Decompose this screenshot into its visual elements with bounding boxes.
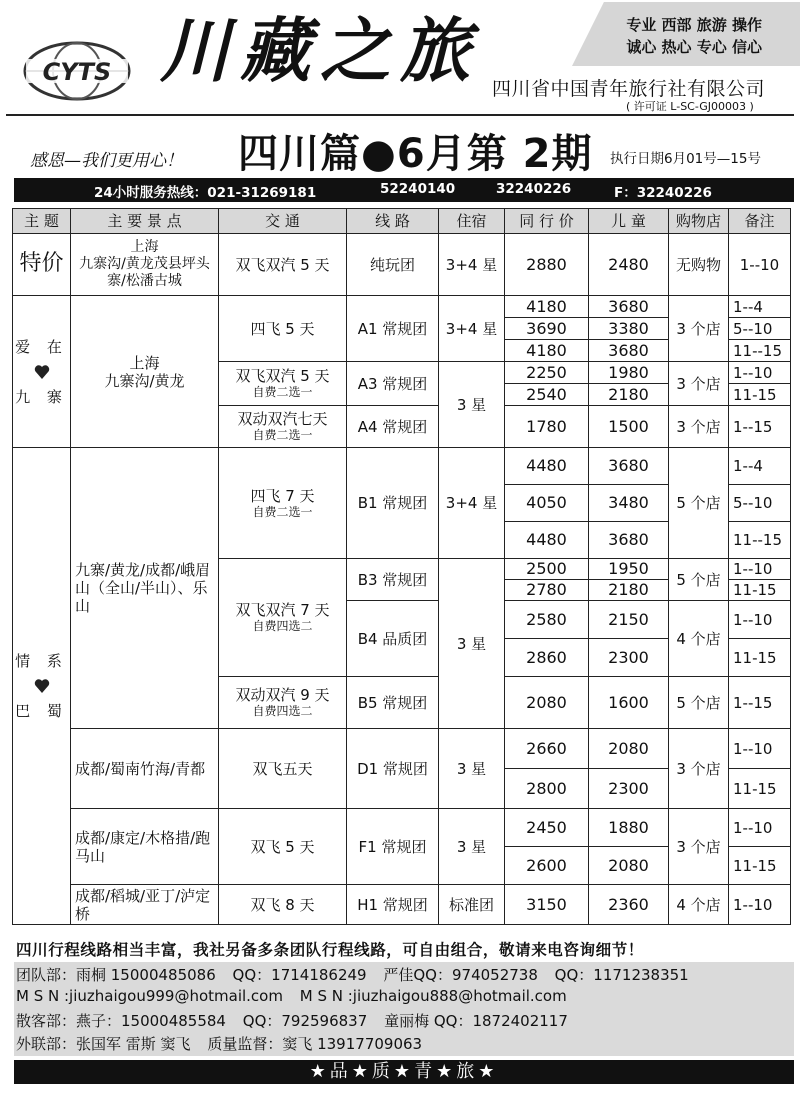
msn-1: M S N :jiuzhaigou999@hotmail.com — [16, 987, 283, 1005]
footer-note: 四川行程线路相当丰富，我社另备多条团队行程线路，可自由组合，敬请来电咨询细节！ — [16, 941, 644, 959]
transport-cell — [219, 362, 347, 406]
sights-cell: 成都/康定/木格措/跑马山 — [71, 809, 219, 885]
contact-line-msn — [16, 987, 579, 1005]
price-cell: 2540 — [505, 384, 589, 406]
contact-line-liaison — [16, 1033, 434, 1054]
shops-cell: 5 个店 — [669, 559, 729, 601]
slogan-line-2: 诚心 热心 专心 信心 — [626, 38, 762, 56]
transport-cell — [219, 448, 347, 559]
note-cell: 11--15 — [729, 340, 791, 362]
price-cell: 4180 — [505, 296, 589, 318]
col-price: 同 行 价 — [505, 209, 589, 234]
price-cell: 2600 — [505, 847, 589, 885]
topic-bashu — [13, 448, 71, 925]
child-price-cell: 3480 — [589, 485, 669, 522]
hotline-label: 24小时服务热线：021-31269181 — [94, 185, 317, 201]
license-number: ( 许可证 L-SC-GJ00003 ) — [626, 100, 754, 113]
route-cell: B1 常规团 — [347, 448, 439, 559]
table-row — [13, 234, 791, 296]
transport-text: 双飞双汽 7 天 — [235, 601, 330, 620]
liaison-dept: 外联部：张国军 雷斯 窦飞 — [16, 1035, 191, 1053]
child-price-cell: 3680 — [589, 296, 669, 318]
col-hotel: 住宿 — [439, 209, 505, 234]
note-cell: 11--15 — [729, 522, 791, 559]
price-cell: 1780 — [505, 406, 589, 448]
route-cell: B4 品质团 — [347, 601, 439, 677]
transport-sub: 自费四选二 — [252, 704, 313, 719]
price-cell: 2660 — [505, 729, 589, 769]
price-cell: 2250 — [505, 362, 589, 384]
hotel-cell: 3+4 星 — [439, 448, 505, 559]
slogan-line-1: 专业 西部 旅游 操作 — [626, 16, 762, 34]
topic-bashu-line1: 情 系 — [15, 652, 68, 670]
note-cell: 5--10 — [729, 485, 791, 522]
child-price-cell: 2360 — [589, 885, 669, 925]
svg-text:CYTS: CYTS — [42, 58, 112, 86]
topic-jiuzhai — [13, 296, 71, 448]
hotel-cell: 3 星 — [439, 362, 505, 448]
quality-supervisor: 质量监督：窦飞 13917709063 — [207, 1035, 423, 1053]
price-cell: 4180 — [505, 340, 589, 362]
child-price-cell: 1950 — [589, 559, 669, 580]
col-route: 线 路 — [347, 209, 439, 234]
transport-sub: 自费二选一 — [252, 428, 313, 443]
transport-sub: 自费四选二 — [252, 619, 313, 634]
col-topic: 主 题 — [13, 209, 71, 234]
price-cell: 2580 — [505, 601, 589, 639]
transport-sub: 自费二选一 — [252, 504, 313, 519]
topic-jiuzhai-line2: 九 寨 — [15, 387, 68, 406]
shops-cell: 3 个店 — [669, 729, 729, 809]
col-child: 儿 童 — [589, 209, 669, 234]
note-cell: 5--10 — [729, 318, 791, 340]
transport-cell — [219, 559, 347, 677]
shops-cell: 5 个店 — [669, 448, 729, 559]
price-cell: 3150 — [505, 885, 589, 925]
child-price-cell: 3380 — [589, 318, 669, 340]
yanjia-qq: 严佳QQ：974052738 — [383, 966, 538, 984]
quality-slogan-bar: ★品★质★青★旅★ — [14, 1060, 794, 1084]
transport-text: 双飞双汽 5 天 — [235, 367, 330, 386]
route-cell: B3 常规团 — [347, 559, 439, 601]
individual-contact: 散客部：燕子：15000485584 — [16, 1012, 226, 1030]
note-cell: 11-15 — [729, 580, 791, 601]
child-price-cell: 2180 — [589, 580, 669, 601]
route-cell: A3 常规团 — [347, 362, 439, 406]
transport-sub: 自费二选一 — [252, 385, 313, 400]
sights-cell: 上海 九寨沟/黄龙茂县坪头寨/松潘古城 — [71, 234, 219, 296]
brand-title: 川藏之旅 — [160, 9, 480, 92]
price-cell: 3690 — [505, 318, 589, 340]
price-cell: 2080 — [505, 677, 589, 729]
table-row — [13, 296, 791, 318]
hotel-cell: 3 星 — [439, 559, 505, 729]
hotline-phone-2: 52240140 — [380, 181, 456, 197]
note-cell: 1--10 — [729, 729, 791, 769]
shops-cell: 3 个店 — [669, 362, 729, 406]
tour-price-table — [12, 208, 791, 925]
hotel-cell: 3 星 — [439, 809, 505, 885]
msn-2: M S N :jiuzhaigou888@hotmail.com — [299, 987, 567, 1005]
table-row — [13, 448, 791, 485]
transport-text: 双动双汽七天 — [237, 410, 328, 429]
company-logo — [22, 40, 132, 102]
table-row — [13, 729, 791, 769]
note-cell: 1--10 — [729, 362, 791, 384]
price-cell: 2450 — [505, 809, 589, 847]
child-price-cell: 1980 — [589, 362, 669, 384]
heart-icon — [34, 364, 50, 380]
heart-icon — [34, 678, 50, 694]
team-qq: QQ：1714186249 — [232, 966, 367, 984]
transport-cell: 双飞双汽 5 天 — [219, 234, 347, 296]
hotline-phone-3: 32240226 — [496, 181, 572, 197]
table-row — [13, 885, 791, 925]
transport-cell — [219, 677, 347, 729]
topic-special: 特价 — [13, 234, 71, 296]
shops-cell: 无购物 — [669, 234, 729, 296]
topic-jiuzhai-line1: 爱 在 — [15, 337, 68, 356]
date-range: 执行日期6月01号—15号 — [610, 151, 761, 167]
price-cell: 4480 — [505, 522, 589, 559]
team-contact: 团队部：雨桐 15000485086 — [16, 966, 216, 984]
hotel-cell: 3+4 星 — [439, 234, 505, 296]
route-cell: D1 常规团 — [347, 729, 439, 809]
price-cell: 2780 — [505, 580, 589, 601]
header-divider — [6, 114, 794, 116]
col-note: 备注 — [729, 209, 791, 234]
transport-cell: 四飞 5 天 — [219, 296, 347, 362]
note-cell: 11-15 — [729, 847, 791, 885]
route-cell: F1 常规团 — [347, 809, 439, 885]
contact-line-team — [16, 964, 701, 985]
motto: 感恩—我们更用心！ — [30, 151, 183, 171]
shops-cell: 3 个店 — [669, 296, 729, 362]
route-cell: 纯玩团 — [347, 234, 439, 296]
shops-cell: 5 个店 — [669, 677, 729, 729]
price-cell: 2880 — [505, 234, 589, 296]
transport-cell — [219, 406, 347, 448]
route-cell: A1 常规团 — [347, 296, 439, 362]
child-price-cell: 2480 — [589, 234, 669, 296]
transport-cell: 双飞 8 天 — [219, 885, 347, 925]
route-cell: A4 常规团 — [347, 406, 439, 448]
note-cell: 11-15 — [729, 639, 791, 677]
table-row — [13, 809, 791, 847]
shops-cell: 4 个店 — [669, 885, 729, 925]
issue-title: 四川篇●6月第 2期 — [238, 131, 593, 177]
shops-cell: 3 个店 — [669, 809, 729, 885]
transport-cell: 双飞 5 天 — [219, 809, 347, 885]
sights-cell: 成都/蜀南竹海/青都 — [71, 729, 219, 809]
child-price-cell: 3680 — [589, 340, 669, 362]
price-cell: 4480 — [505, 448, 589, 485]
transport-text: 双动双汽 9 天 — [235, 686, 330, 705]
child-price-cell: 1600 — [589, 677, 669, 729]
child-price-cell: 2300 — [589, 769, 669, 809]
topic-bashu-line2: 巴 蜀 — [15, 702, 68, 720]
child-price-cell: 2180 — [589, 384, 669, 406]
company-name: 四川省中国青年旅行社有限公司 — [492, 78, 766, 100]
extra-qq: QQ：1171238351 — [554, 966, 689, 984]
child-price-cell: 3680 — [589, 448, 669, 485]
hotline-fax: F：32240226 — [614, 185, 712, 201]
note-cell: 1--4 — [729, 296, 791, 318]
table-header-row — [13, 209, 791, 234]
transport-text: 四飞 7 天 — [250, 486, 315, 505]
price-cell: 2500 — [505, 559, 589, 580]
individual-qq: QQ：792596837 — [242, 1012, 368, 1030]
note-cell: 1--10 — [729, 559, 791, 580]
hotel-cell: 3+4 星 — [439, 296, 505, 362]
col-transport: 交 通 — [219, 209, 347, 234]
shops-cell: 3 个店 — [669, 406, 729, 448]
note-cell: 1--15 — [729, 677, 791, 729]
route-cell: B5 常规团 — [347, 677, 439, 729]
child-price-cell: 2150 — [589, 601, 669, 639]
tonglimei-qq: 童丽梅 QQ：1872402117 — [384, 1012, 568, 1030]
child-price-cell: 2080 — [589, 729, 669, 769]
child-price-cell: 3680 — [589, 522, 669, 559]
note-cell: 1--10 — [729, 885, 791, 925]
shops-cell: 4 个店 — [669, 601, 729, 677]
note-cell: 1--10 — [729, 809, 791, 847]
note-cell: 11-15 — [729, 384, 791, 406]
note-cell: 1--10 — [729, 234, 791, 296]
note-cell: 11-15 — [729, 769, 791, 809]
note-cell: 1--15 — [729, 406, 791, 448]
col-shops: 购物店 — [669, 209, 729, 234]
price-cell: 4050 — [505, 485, 589, 522]
child-price-cell: 1880 — [589, 809, 669, 847]
hotel-cell: 3 星 — [439, 729, 505, 809]
hotel-cell: 标准团 — [439, 885, 505, 925]
route-cell: H1 常规团 — [347, 885, 439, 925]
child-price-cell: 2080 — [589, 847, 669, 885]
transport-cell: 双飞五天 — [219, 729, 347, 809]
sights-cell: 九寨/黄龙/成都/峨眉山（全山/半山）、乐山 — [71, 448, 219, 729]
note-cell: 1--10 — [729, 601, 791, 639]
note-cell: 1--4 — [729, 448, 791, 485]
price-cell: 2800 — [505, 769, 589, 809]
col-sights: 主 要 景 点 — [71, 209, 219, 234]
hotline-bar — [14, 178, 794, 202]
sights-cell: 成都/稻城/亚丁/泸定桥 — [71, 885, 219, 925]
price-cell: 2860 — [505, 639, 589, 677]
sights-cell: 上海 九寨沟/黄龙 — [71, 296, 219, 448]
child-price-cell: 2300 — [589, 639, 669, 677]
contact-line-individual — [16, 1010, 580, 1031]
child-price-cell: 1500 — [589, 406, 669, 448]
